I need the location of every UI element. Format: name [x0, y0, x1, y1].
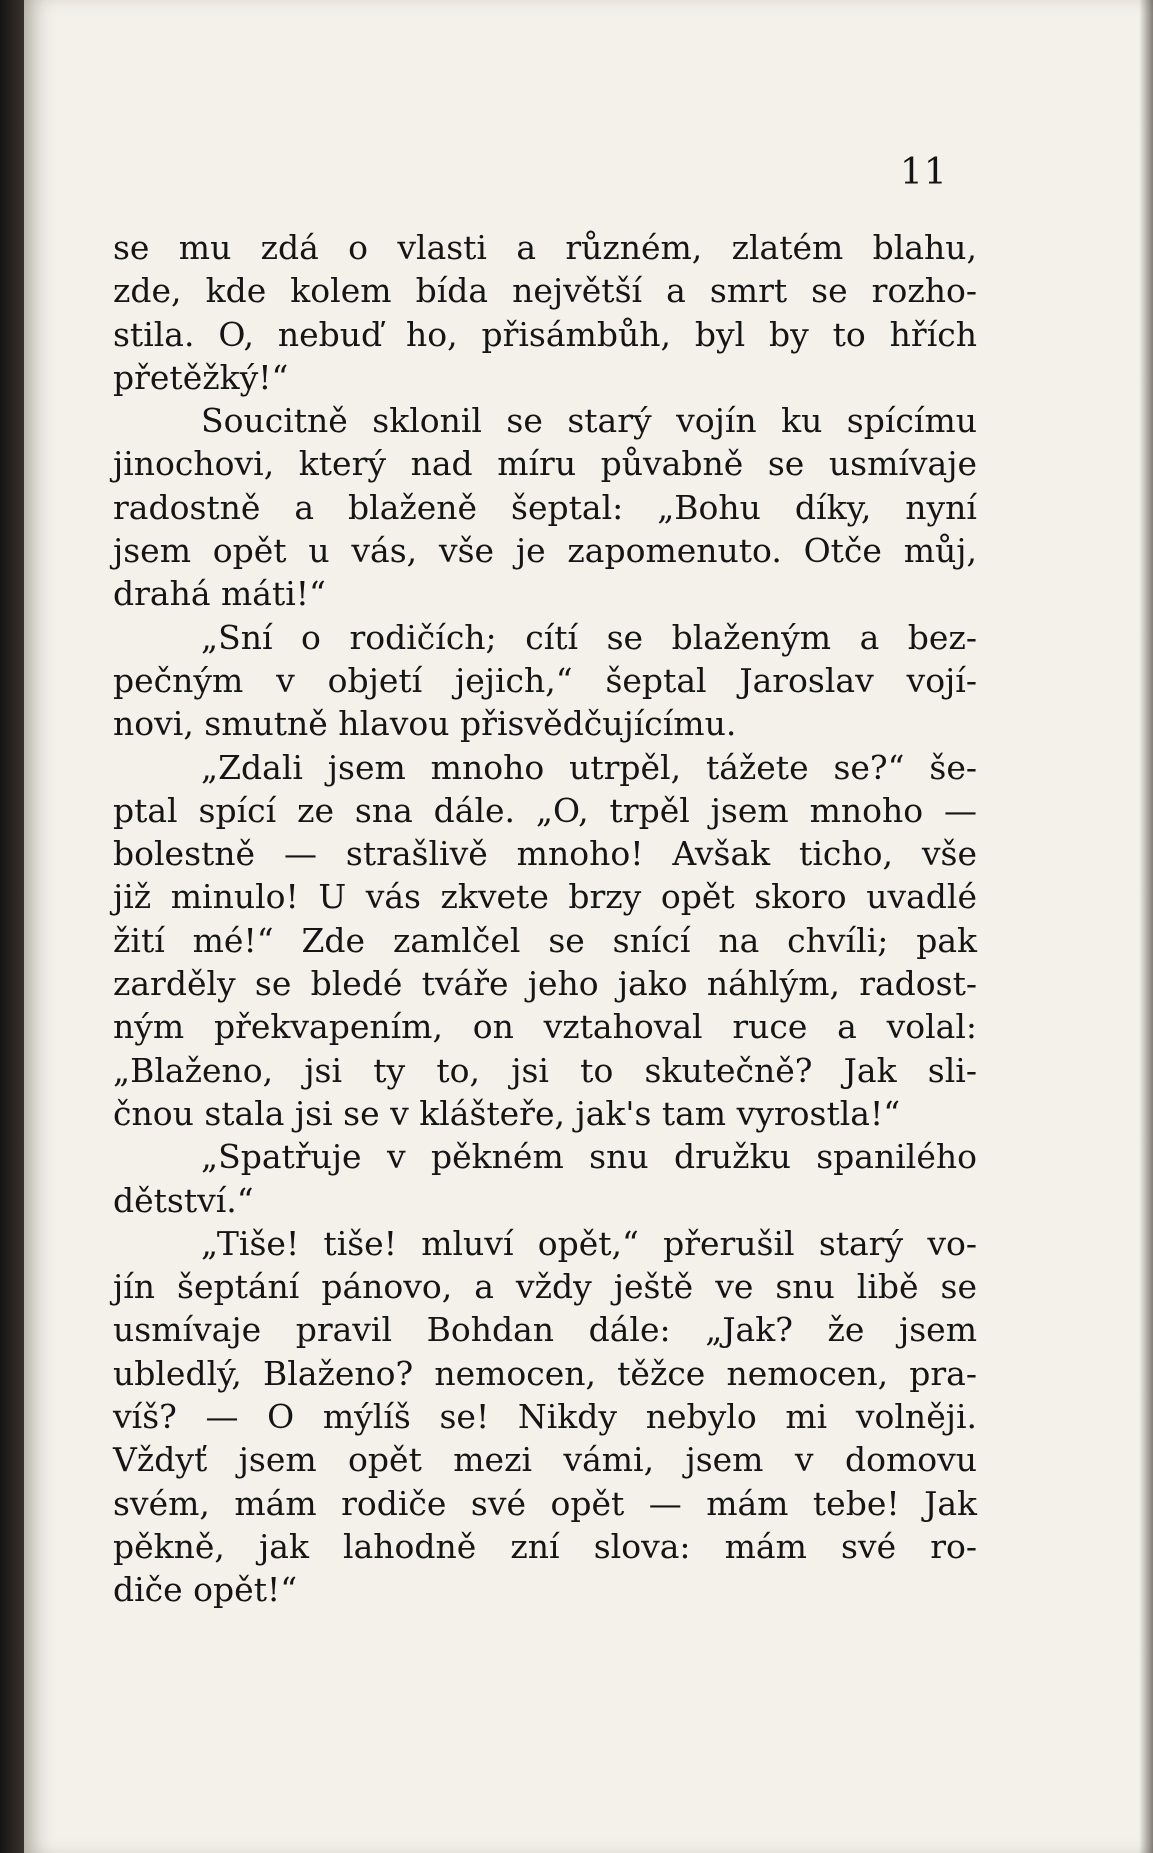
- body-text: [113, 226, 977, 1612]
- text-line: „Sní o rodičích; cítí se blaženým a bez-: [201, 617, 977, 657]
- page-number: 11: [900, 152, 948, 193]
- text-line: již minulo! U vás zkvete brzy opět skoro uvadlé: [113, 877, 977, 917]
- text-line: čnou stala jsi se v klášteře, jak's tam vyrostla!“: [113, 1093, 901, 1133]
- text-line: jín šeptání pánovo, a vždy ještě ve snu libě se: [113, 1267, 977, 1307]
- text-line: žití mé!“ Zde zamlčel se snící na chvíli; pak: [113, 920, 977, 960]
- text-line: jinochovi, který nad míru půvabně se usmívaje: [113, 444, 977, 484]
- text-line: radostně a blaženě šeptal: „Bohu díky, nyní: [113, 487, 977, 527]
- text-line: pečným v objetí jejich,“ šeptal Jaroslav vojí-: [113, 660, 977, 700]
- text-line: „Spatřuje v pěkném snu družku spanilého: [201, 1137, 977, 1177]
- text-line: Soucitně sklonil se starý vojín ku spícímu: [201, 401, 977, 441]
- text-line: Vždyť jsem opět mezi vámi, jsem v domovu: [113, 1440, 977, 1480]
- text-line: ným překvapením, on vztahoval ruce a volal:: [113, 1007, 977, 1047]
- text-line: zarděly se bledé tváře jeho jako náhlým, radost-: [113, 964, 977, 1004]
- page-edge-shadow: [1139, 0, 1153, 1853]
- text-line: zde, kde kolem bída největší a smrt se rozho-: [113, 271, 977, 311]
- text-line: drahá máti!“: [113, 574, 326, 614]
- text-line: diče opět!“: [113, 1570, 298, 1610]
- text-line: jsem opět u vás, vše je zapomenuto. Otče můj,: [113, 531, 977, 571]
- text-line: dětství.“: [113, 1180, 254, 1220]
- text-line: svém, mám rodiče své opět — mám tebe! Jak: [113, 1483, 977, 1523]
- text-line: přetěžký!“: [113, 357, 289, 397]
- text-line: víš? — O mýlíš se! Nikdy nebylo mi volněji.: [113, 1397, 977, 1437]
- text-line: usmívaje pravil Bohdan dále: „Jak? že jsem: [113, 1310, 977, 1350]
- book-page: [24, 0, 1153, 1853]
- text-line: se mu zdá o vlasti a různém, zlatém blahu,: [113, 228, 977, 267]
- text-line: ptal spící ze sna dále. „O, trpěl jsem mnoho —: [113, 790, 977, 830]
- text-line: „Zdali jsem mnoho utrpěl, tážete se?“ še-: [201, 747, 977, 787]
- text-line: novi, smutně hlavou přisvědčujícímu.: [113, 704, 737, 744]
- text-line: „Blaženo, jsi ty to, jsi to skutečně? Jak sli-: [113, 1050, 977, 1090]
- text-line: bolestně — strašlivě mnoho! Avšak ticho, vše: [113, 834, 977, 874]
- text-line: „Tiše! tiše! mluví opět,“ přerušil starý vo-: [201, 1223, 977, 1263]
- text-line: stila. O, nebuď ho, přisámbůh, byl by to hřích: [113, 314, 977, 354]
- text-line: pěkně, jak lahodně zní slova: mám své ro-: [113, 1526, 977, 1566]
- text-line: ubledlý, Blaženo? nemocen, těžce nemocen, pra-: [113, 1353, 977, 1393]
